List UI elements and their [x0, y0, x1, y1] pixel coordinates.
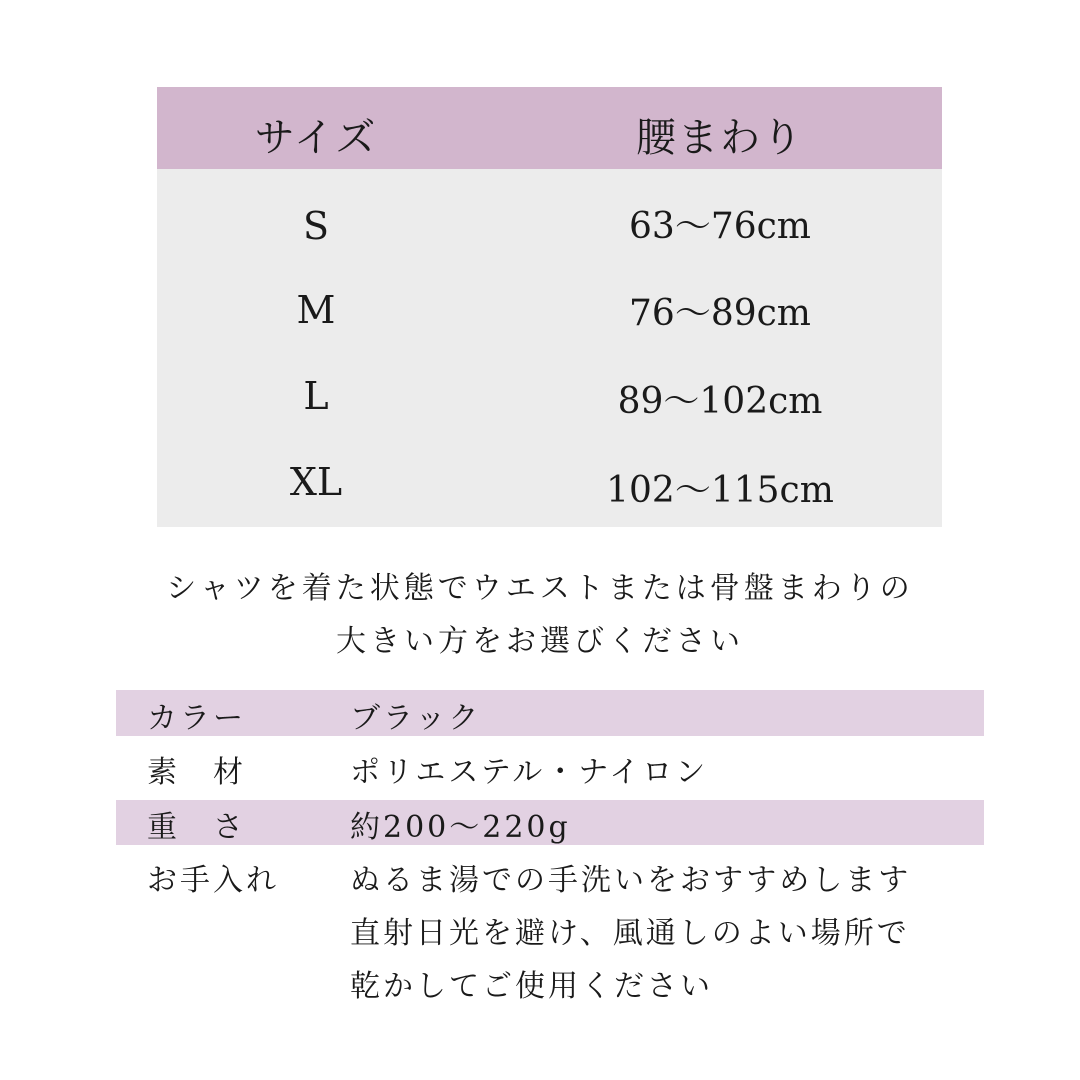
spec-value-material: ポリエステル・ナイロン — [350, 755, 709, 790]
spec-label-weight: 重 さ — [147, 810, 246, 845]
spec-stripe-color — [116, 690, 984, 736]
spec-value-care-line-3: 乾かしてご使用ください — [350, 969, 713, 1004]
waist-cell-l: 89〜102cm — [617, 381, 823, 422]
size-cell-m: M — [296, 288, 336, 332]
spec-value-care-line-1: ぬるま湯での手洗いをおすすめします — [350, 863, 912, 898]
spec-label-material: 素 材 — [147, 755, 246, 790]
waist-cell-s: 63〜76cm — [629, 206, 811, 247]
spec-value-care-line-2: 直射日光を避け、風通しのよい場所で — [350, 916, 910, 951]
spec-label-care: お手入れ — [147, 863, 279, 898]
size-cell-xl: XL — [289, 460, 343, 504]
header-waist: 腰まわり — [636, 115, 804, 161]
spec-label-color: カラー — [147, 701, 246, 736]
size-cell-l: L — [303, 374, 329, 418]
spec-value-weight: 約200〜220g — [350, 810, 571, 845]
spec-value-color: ブラック — [350, 701, 482, 736]
waist-cell-m: 76〜89cm — [629, 293, 811, 334]
size-cell-s: S — [302, 204, 330, 248]
waist-cell-xl: 102〜115cm — [606, 470, 834, 511]
note-line-1: シャツを着た状態でウエストまたは骨盤まわりの — [166, 571, 914, 606]
note-line-2: 大きい方をお選びください — [336, 624, 744, 659]
header-size: サイズ — [254, 115, 378, 161]
